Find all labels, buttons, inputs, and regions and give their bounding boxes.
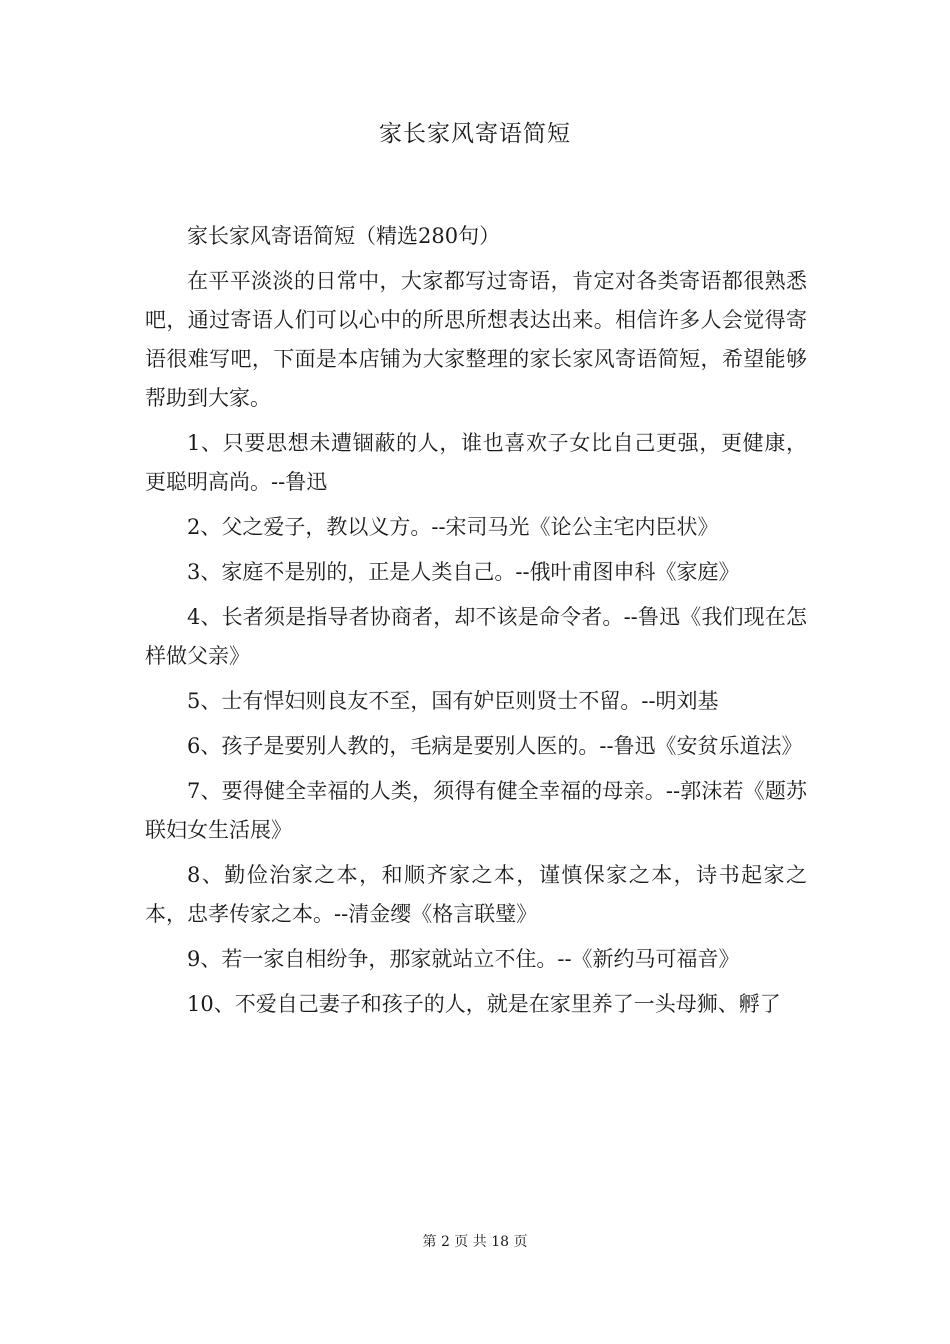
- paragraph-intro: 在平平淡淡的日常中，大家都写过寄语，肯定对各类寄语都很熟悉吧，通过寄语人们可以心中的所思所想表达出来。相信许多人会觉得寄语很难写吧，下面是本店铺为大家整理的家长家风寄语简短，希望能够帮助到大家。: [145, 269, 807, 410]
- quote-item: 4、长者须是指导者协商者，却不该是命令者。--鲁迅《我们现在怎样做父亲》: [145, 605, 807, 668]
- quote-item: 2、父之爱子，教以义方。--宋司马光《论公主宅内臣状》: [187, 515, 719, 539]
- quote-item: 10、不爱自己妻子和孩子的人，就是在家里养了一头母狮、孵了: [187, 992, 781, 1016]
- quote-item: 8、勤俭治家之本，和顺齐家之本，谨慎保家之本，诗书起家之本，忠孝传家之本。--清金缨《格言联璧》: [145, 863, 807, 926]
- document-body: [145, 217, 807, 1024]
- page-number-footer: 第 2 页 共 18 页: [422, 1234, 528, 1250]
- quote-item: 6、孩子是要别人教的，毛病是要别人医的。--鲁迅《安贫乐道法》: [187, 734, 803, 758]
- document-title: 家长家风寄语简短: [379, 121, 571, 147]
- quote-item: 1、只要思想未遭锢蔽的人，谁也喜欢子女比自己更强，更健康，更聪明高尚。--鲁迅: [145, 431, 807, 494]
- quote-item: 5、士有悍妇则良友不至，国有妒臣则贤士不留。--明刘基: [187, 689, 719, 713]
- quote-item: 3、家庭不是别的，正是人类自己。--俄叶甫图申科《家庭》: [187, 560, 740, 584]
- quote-item: 7、要得健全幸福的人类，须得有健全幸福的母亲。--郭沫若《题苏联妇女生活展》: [145, 779, 807, 842]
- quote-item: 9、若一家自相纷争，那家就站立不住。--《新约马可福音》: [187, 947, 740, 971]
- paragraph-subtitle: 家长家风寄语简短（精选280句）: [187, 224, 501, 248]
